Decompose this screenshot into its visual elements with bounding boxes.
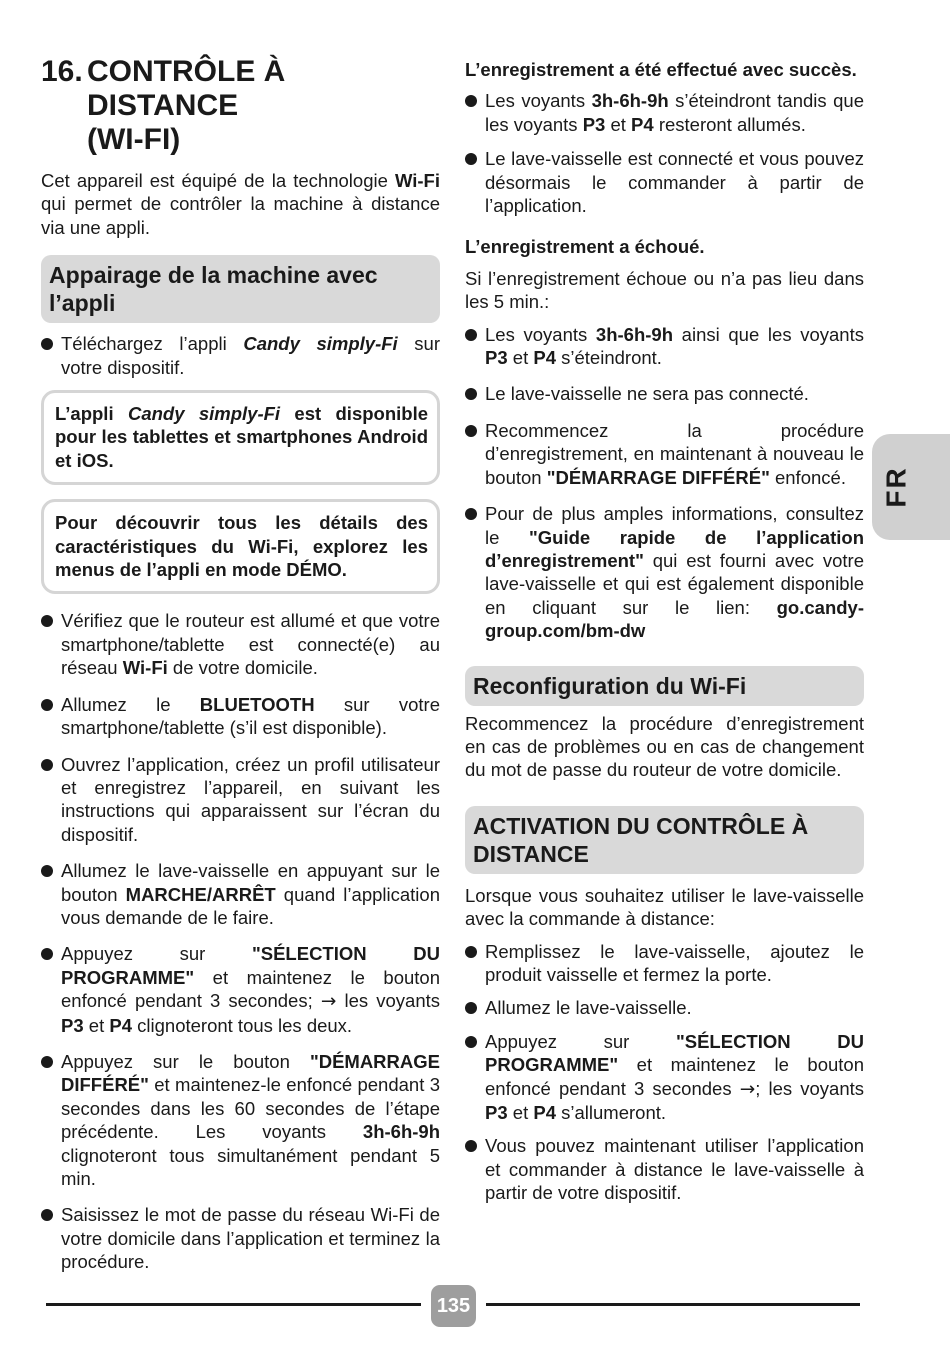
section-heading-activation: ACTIVATION DU CONTRÔLE À DISTANCE — [465, 806, 864, 874]
note-box-demo: Pour découvrir tous les détails des caractéristiques du Wi-Fi, explorez les menus de l’appli en mode DÉMO. — [41, 499, 440, 594]
intro-paragraph: Cet appareil est équipé de la technologie Wi-Fi qui permet de contrôler la machine à distance via une appli. — [41, 170, 440, 238]
list-item: Les voyants 3h-6h-9h ainsi que les voyants P3 et P4 s’éteindront. — [465, 323, 864, 370]
list-item: Appuyez sur "SÉLECTION DU PROGRAMME" et maintenez le bouton enfoncé pendant 3 secondes →; les voyants P3 et P4 s’allumeront. — [465, 1030, 864, 1125]
failure-intro: Si l’enregistrement échoue ou n’a pas lieu dans les 5 min.: — [465, 267, 864, 313]
language-tab-label: FR — [880, 466, 912, 508]
list-item: Recommencez la procédure d’enregistrement, en maintenant à nouveau le bouton "DÉMARRAGE DIFFÉRÉ" enfoncé. — [465, 419, 864, 489]
list-item: Remplissez le lave-vaisselle, ajoutez le produit vaisselle et fermez la porte. — [465, 940, 864, 987]
list-item: Allumez le lave-vaisselle. — [465, 996, 864, 1019]
list-item: Les voyants 3h-6h-9h s’éteindront tandis que les voyants P3 et P4 resteront allumés. — [465, 89, 864, 136]
note-box-availability: L’appli Candy simply-Fi est disponible pour les tablettes et smartphones Android et iOS. — [41, 390, 440, 485]
chapter-title — [41, 55, 440, 157]
arrow-right-icon: → — [739, 1078, 756, 1100]
chapter-title-line1: CONTRÔLE À DISTANCE — [87, 55, 286, 122]
success-heading: L’enregistrement a été effectué avec succès. — [465, 59, 857, 80]
language-tab — [872, 434, 950, 540]
list-item: Allumez le BLUETOOTH sur votre smartphone/tablette (s’il est disponible). — [41, 693, 440, 740]
list-item: Appuyez sur le bouton "DÉMARRAGE DIFFÉRÉ" et maintenez-le enfoncé pendant 3 secondes dans les 60 secondes de l’étape précédente. Les voyants 3h-6h-9h clignoteront tous simultanément pendant 5 min. — [41, 1050, 440, 1190]
guide-link[interactable]: go.candy-group.com/bm-dw — [485, 596, 864, 642]
list-item: Saisissez le mot de passe du réseau Wi-Fi de votre domicile dans l’application et terminez la procédure. — [41, 1203, 440, 1273]
section-heading-pairing: Appairage de la machine avec l’appli — [41, 255, 440, 323]
list-item: Appuyez sur "SÉLECTION DU PROGRAMME" et maintenez le bouton enfoncé pendant 3 secondes; → les voyants P3 et P4 clignoteront tous les deux. — [41, 942, 440, 1037]
list-item: Le lave-vaisselle est connecté et vous pouvez désormais le commander à partir de l’application. — [465, 147, 864, 217]
footer-rule-left — [46, 1303, 421, 1306]
reconfiguration-paragraph: Recommencez la procédure d’enregistrement en cas de problèmes ou en cas de changement du mot de passe du routeur de votre domicile. — [465, 712, 864, 781]
section-heading-reconfiguration: Reconfiguration du Wi-Fi — [465, 666, 864, 706]
chapter-title-line2: (WI-FI) — [87, 123, 181, 156]
activation-intro: Lorsque vous souhaitez utiliser le lave-vaisselle avec la commande à distance: — [465, 884, 864, 930]
page-number: 135 — [431, 1285, 476, 1327]
list-item: Le lave-vaisselle ne sera pas connecté. — [465, 382, 864, 405]
left-column — [41, 55, 440, 1274]
failure-heading: L’enregistrement a échoué. — [465, 236, 705, 258]
footer-rule-right — [486, 1303, 860, 1306]
list-item: Allumez le lave-vaisselle en appuyant sur le bouton MARCHE/ARRÊT quand l’application vous demande de le faire. — [41, 859, 440, 929]
arrow-right-icon: → — [320, 991, 337, 1013]
list-item: Ouvrez l’application, créez un profil utilisateur et enregistrez l’appareil, en suivant les instructions qui apparaissent sur l’écran du dispositif. — [41, 753, 440, 847]
list-item: Vous pouvez maintenant utiliser l’application et commander à distance le lave-vaisselle à partir de votre dispositif. — [465, 1134, 864, 1204]
list-item: Vérifiez que le routeur est allumé et que votre smartphone/tablette est connecté(e) au réseau Wi-Fi de votre domicile. — [41, 609, 440, 679]
right-column — [465, 58, 864, 1205]
list-item: Téléchargez l’appli Candy simply-Fi sur votre dispositif. — [41, 332, 440, 379]
list-item: Pour de plus amples informations, consultez le "Guide rapide de l’application d’enregistrement" qui est fourni avec votre lave-vaisselle et qui est également disponible en cliquant sur le lien: go.candy-group.com/bm-dw — [465, 502, 864, 642]
chapter-number: 16. — [41, 55, 83, 88]
